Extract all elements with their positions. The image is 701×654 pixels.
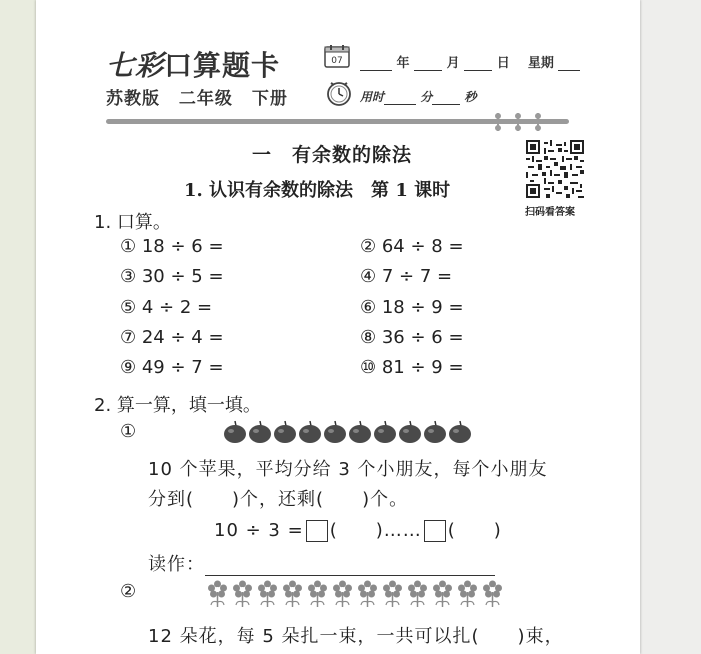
apple-icon [323,420,347,444]
rule-decoration [492,113,548,131]
apple-icon [298,420,322,444]
q1-problem-5: ⑤ 4 ÷ 2 = [120,297,213,318]
flower-icon [430,580,455,608]
q2-part1-line1: 10 个苹果，平均分给 3 个小朋友，每个小朋友 [148,459,548,480]
apple-icon [248,420,272,444]
apple-icon [223,420,247,444]
q1-problem-3: ③ 30 ÷ 5 = [120,266,224,287]
q1-problem-7: ⑦ 24 ÷ 4 = [120,327,224,348]
flower-icon [380,580,405,608]
apples-illustration [223,420,472,444]
quotient-unit-paren: ( )…… [329,520,422,541]
date-year-label: 年 [396,56,410,71]
section-title: 一 有余数的除法 [252,144,413,166]
date-fields [360,52,580,71]
apple-icon [448,420,472,444]
date-month-label: 月 [446,56,460,71]
edition-volume: 下册 [251,89,288,109]
quotient-answer-box[interactable] [306,520,328,542]
q2-part1-read-row [148,550,495,576]
flower-icon [205,580,230,608]
time-seconds-label: 秒 [464,90,477,104]
q1-problem-9: ⑨ 49 ÷ 7 = [120,357,224,378]
read-as-label: 读作： [148,554,205,575]
apple-icon [423,420,447,444]
viewer-background-right [640,0,701,654]
q1-problem-6: ⑥ 18 ÷ 9 = [360,297,464,318]
q2-part1-marker: ① [120,421,137,442]
time-label: 用时 [360,90,385,104]
flower-icon [255,580,280,608]
edition-line [106,84,300,109]
q2-part1-line2: 分到( )个，还剩( )个。 [148,489,409,510]
q1-problem-10: ⑩ 81 ÷ 9 = [360,357,464,378]
flower-icon [455,580,480,608]
apple-icon [398,420,422,444]
flower-icon [230,580,255,608]
brand-title [106,44,280,84]
time-minutes-label: 分 [420,90,433,104]
calendar-icon [324,44,350,68]
qr-caption: 扫码看答案 [525,207,575,218]
lesson-title: 1. 认识有余数的除法 第 1 课时 [184,180,451,201]
flower-icon [305,580,330,608]
clock-icon [326,80,352,106]
equation-left: 10 ÷ 3 = [214,520,304,541]
flower-icon [330,580,355,608]
apple-icon [273,420,297,444]
remainder-unit-paren: ( ) [447,520,502,541]
brand-suffix: 口算题卡 [164,49,281,82]
date-day-label: 日 [496,56,510,71]
q2-part2-line1: 12 朵花，每 5 朵扎一束，一共可以扎( )束， [148,626,564,647]
read-as-answer-line[interactable] [205,557,495,576]
q1-problem-4: ④ 7 ÷ 7 = [360,266,453,287]
q2-part1-equation [214,516,502,542]
flower-icon [280,580,305,608]
weekday-label: 星期 [527,56,554,71]
apple-icon [373,420,397,444]
q1-problem-1: ① 18 ÷ 6 = [120,236,224,257]
q1-problem-8: ⑧ 36 ÷ 6 = [360,327,464,348]
edition-grade: 二年级 [178,89,233,109]
remainder-answer-box[interactable] [424,520,446,542]
worksheet-page [36,0,640,654]
time-fields [360,88,476,105]
q2-part2-marker: ② [120,581,137,602]
brand-prefix: 七彩 [106,49,165,82]
flower-icon [355,580,380,608]
q1-heading: 1. 口算。 [94,212,171,233]
flowers-illustration [205,580,505,608]
flower-icon [480,580,505,608]
calendar-day-text: 07 [331,56,343,66]
qr-code-icon[interactable] [526,140,584,198]
apple-icon [348,420,372,444]
q1-problem-2: ② 64 ÷ 8 = [360,236,464,257]
q2-heading: 2. 算一算，填一填。 [94,395,261,416]
edition-publisher: 苏教版 [106,89,160,109]
flower-icon [405,580,430,608]
